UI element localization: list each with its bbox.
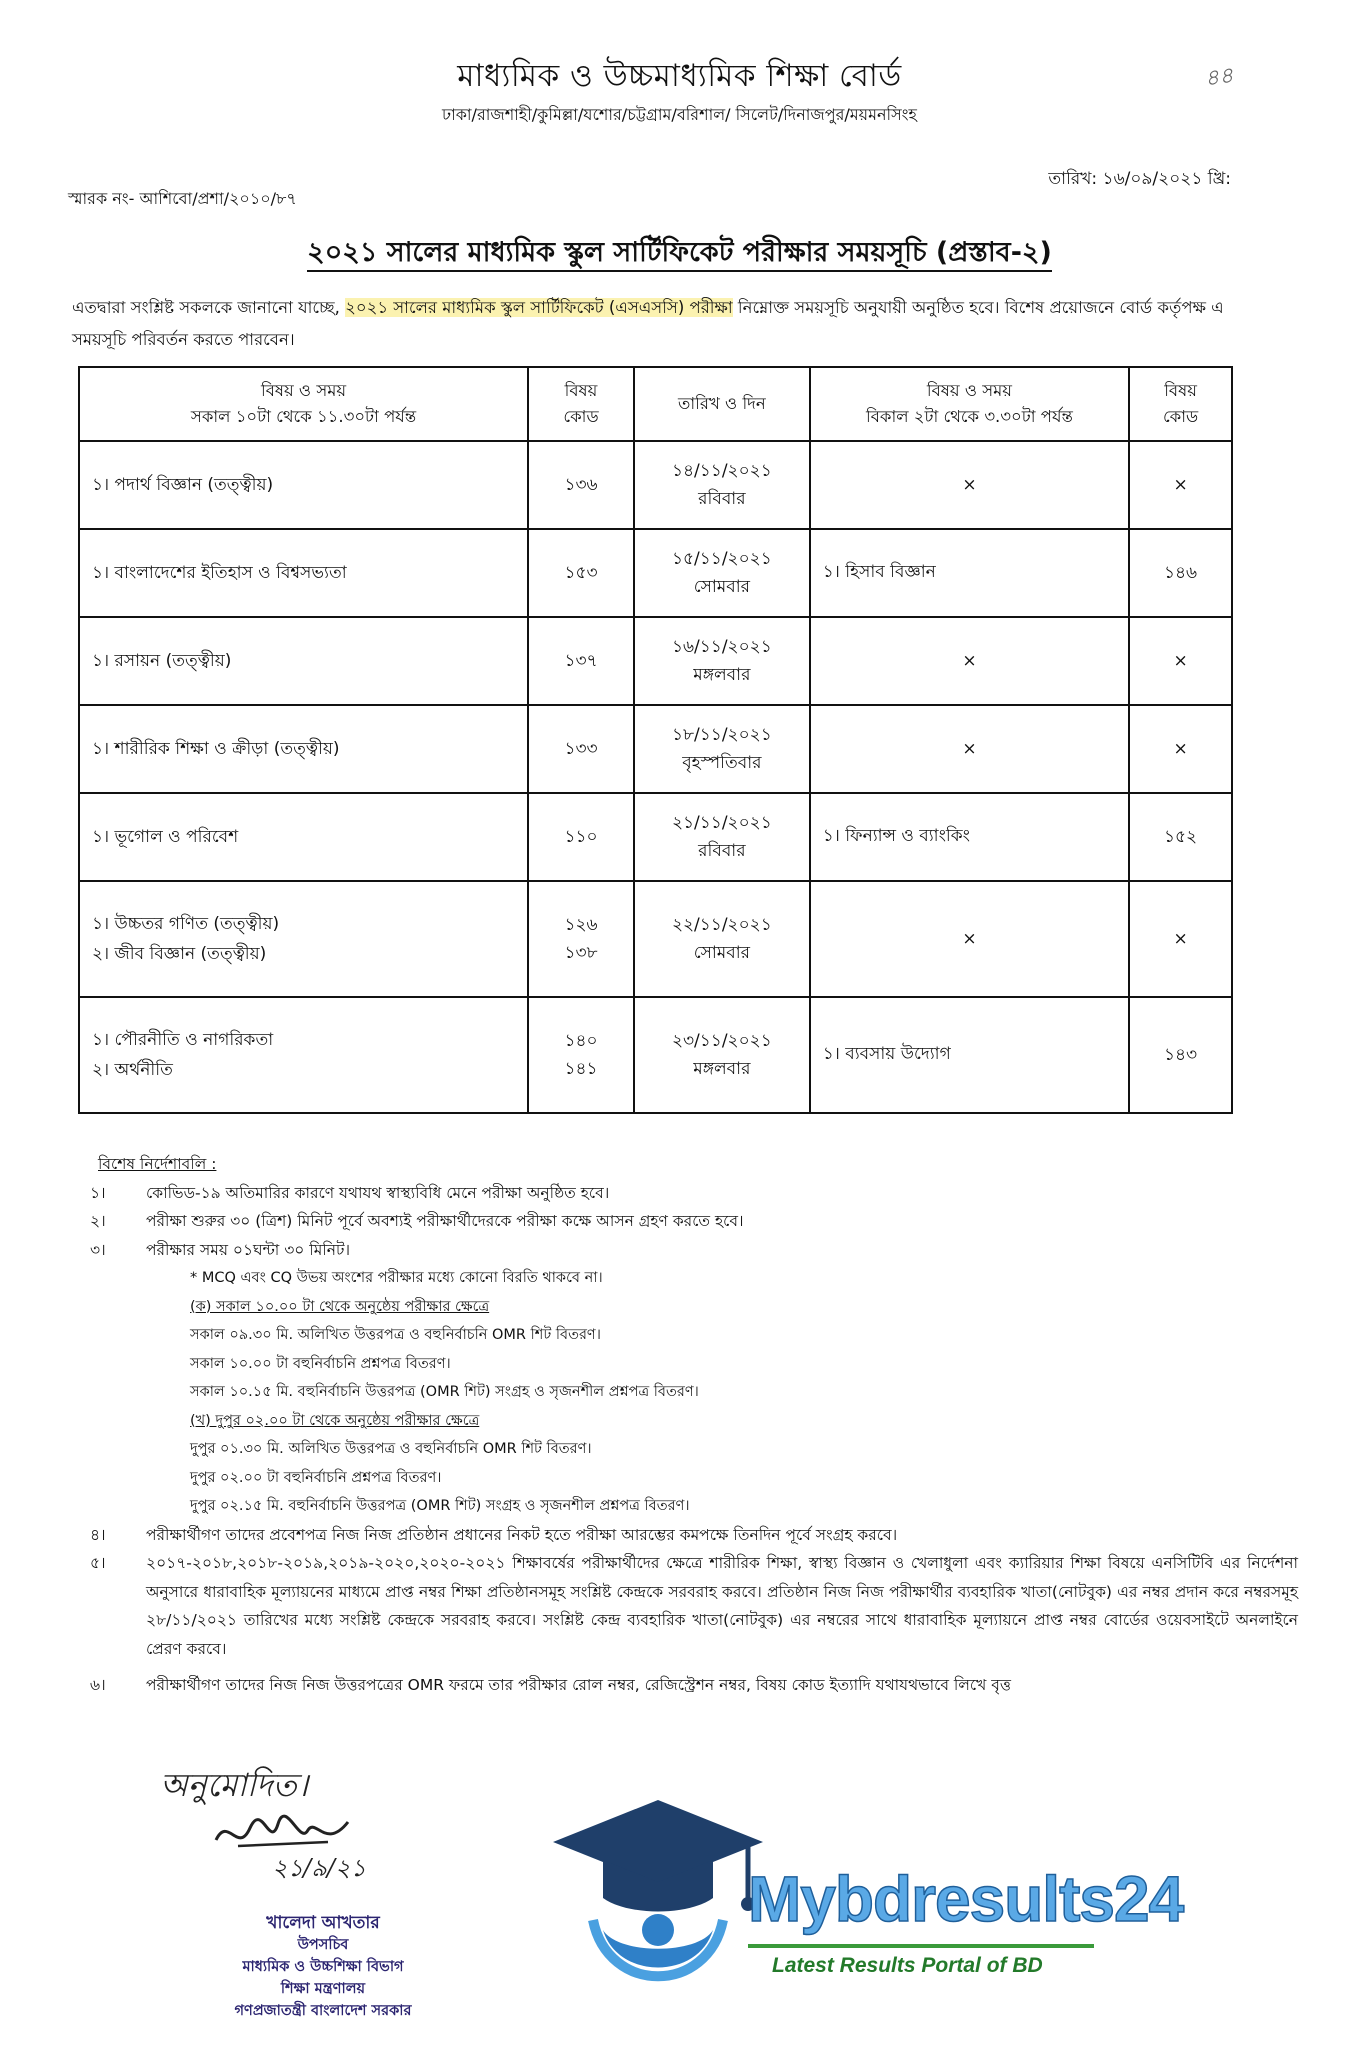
pm-subject-cell: × — [810, 881, 1129, 997]
instruction-text: ২০১৭-২০১৮,২০১৮-২০১৯,২০১৯-২০২০,২০২০-২০২১ শিক্ষাবর্ষের পরীক্ষার্থীদের ক্ষেত্রে শারীরিক শিক্ষা, স্বাস্থ্য বিজ্ঞান ও খেলাধুলা এবং ক্যারিয়ার শিক্ষা বিষয়ে এনসিটিবি এর নির্দেশনা অনুসারে ধারাবাহিক মূল্যায়নের মাধ্যমে প্রাপ্ত নম্বর শিক্ষা প্রতিষ্ঠানসমূহ সংশ্লিষ্ট কেন্দ্রকে সরবরাহ করবে। প্রতিষ্ঠান নিজ নিজ পরীক্ষার্থীর ব্যবহারিক খাতা(নোটবুক) এর নম্বর প্রদান করে নম্বরসমূহ ২৮/১১/২০২১ তারিখের মধ্যে সংশ্লিষ্ট কেন্দ্রকে সরবরাহ করবে। সংশ্লিষ্ট কেন্দ্র ব্যবহারিক খাতা(নোটবুক) এর নম্বরের সাথে ধারাবাহিক মূল্যায়নে প্রাপ্ত নম্বর বোর্ডের ওয়েবসাইটে অনলাইনে প্রেরণ করবে। — [146, 1554, 1298, 1658]
table-row — [79, 793, 1232, 881]
subject-code: ১১০ — [564, 827, 598, 847]
instruction-subline: দুপুর ০২.১৫ মি. বহুনির্বাচনি উত্তরপত্র (OMR শিট) সংগ্রহ ও সৃজনশীল প্রশ্নপত্র বিতরণ। — [190, 1498, 690, 1514]
pm-code-cell: × — [1129, 705, 1232, 793]
date-cell — [634, 441, 810, 529]
instruction-subline: সকাল ১০.০০ টা বহুনির্বাচনি প্রশ্নপত্র বিতরণ। — [190, 1355, 451, 1372]
memo-number: স্মারক নং- আশিবো/প্রশা/২০১০/৮৭ — [68, 189, 297, 208]
instruction-item — [90, 1236, 1298, 1265]
exam-date: ২২/১১/২০২১ — [671, 915, 772, 935]
am-subject: ১। রসায়ন (তত্ত্বীয়) — [92, 651, 232, 671]
subject-code: ১৪০ — [564, 1031, 598, 1051]
subject-code: ১২৬ — [564, 915, 598, 935]
subject-code: ১৩৩ — [564, 739, 598, 759]
graduation-cap-icon — [548, 1780, 768, 2000]
am-subject-cell — [79, 705, 528, 793]
pm-code-cell: ১৪৬ — [1129, 529, 1232, 617]
issue-date: তারিখ: ১৬/০৯/২০২১ খ্রি: — [1048, 169, 1231, 189]
subject-code: ১৩৬ — [564, 475, 598, 495]
page-number-mark: ৪৪ — [1203, 63, 1236, 92]
board-name: মাধ্যমিক ও উচ্চমাধ্যমিক শিক্ষা বোর্ড — [457, 58, 902, 94]
header-code-line1: বিষয় — [564, 381, 598, 400]
seal-ministry: শিক্ষা মন্ত্রণালয় — [280, 1981, 366, 1997]
am-subject: ১। শারীরিক শিক্ষা ও ক্রীড়া (তত্ত্বীয়) — [92, 739, 340, 759]
pm-code-cell: × — [1129, 441, 1232, 529]
exam-date: ১৮/১১/২০২১ — [671, 725, 772, 745]
exam-day: মঙ্গলবার — [693, 1059, 751, 1079]
instruction-number: ৩। — [90, 1240, 106, 1259]
pm-code-cell: × — [1129, 881, 1232, 997]
am-subject: ১। উচ্চতর গণিত (তত্ত্বীয়) — [92, 914, 280, 934]
pm-subject-cell: ১। ফিন্যান্স ও ব্যাংকিং — [810, 793, 1129, 881]
instruction-item — [90, 1549, 1298, 1663]
am-subject-cell — [79, 793, 528, 881]
am-subject-cell — [79, 529, 528, 617]
am-subject-cell — [79, 441, 528, 529]
subject-code: ১৩৮ — [564, 943, 598, 963]
exam-day: মঙ্গলবার — [693, 665, 751, 685]
am-subject-cell — [79, 997, 528, 1113]
instruction-text: পরীক্ষা শুরুর ৩০ (ত্রিশ) মিনিট পূর্বে অবশ্যই পরীক্ষার্থীদেরকে পরীক্ষা কক্ষে আসন গ্রহণ করতে হবে। — [146, 1212, 744, 1230]
am-subject: ১। বাংলাদেশের ইতিহাস ও বিশ্বসভ্যতা — [92, 563, 347, 583]
date-cell — [634, 793, 810, 881]
exam-date: ১৬/১১/২০২১ — [671, 637, 772, 657]
instruction-number: ৪। — [90, 1525, 106, 1544]
seal-government: গণপ্রজাতন্ত্রী বাংলাদেশ সরকার — [234, 2003, 412, 2019]
header-am-subject-label: বিষয় ও সময় — [260, 381, 347, 400]
header-code — [528, 367, 634, 441]
header-am-subject — [79, 367, 528, 441]
header-pm-code — [1129, 367, 1232, 441]
exam-date: ১৫/১১/২০২১ — [671, 549, 772, 569]
instruction-number: ৬। — [90, 1676, 106, 1694]
instruction-item — [90, 1671, 1298, 1700]
pm-subject-cell: × — [810, 705, 1129, 793]
header-code-line2: কোড — [563, 407, 599, 426]
intro-part-2: নিম্নোক্ত সময়সূচি অনুযায়ী অনুষ্ঠিত হবে। বিশেষ প্রয়োজনে বোর্ড কর্তৃপক্ষ এ সময়সূচি পরিবর্তন করতে পারবেন। — [72, 298, 1224, 349]
table-row — [79, 441, 1232, 529]
am-subject-cell — [79, 881, 528, 997]
table-row — [79, 617, 1232, 705]
exam-day: রবিবার — [698, 841, 746, 861]
instruction-item — [90, 1207, 1298, 1236]
am-subject-cell — [79, 617, 528, 705]
date-cell — [634, 705, 810, 793]
instruction-item — [90, 1521, 1298, 1550]
date-cell — [634, 881, 810, 997]
table-row — [79, 529, 1232, 617]
seal-name: খালেদা আখতার — [266, 1913, 380, 1933]
approved-handwritten: অনুমোদিত। — [160, 1766, 309, 1804]
header-am-time: সকাল ১০টা থেকে ১১.৩০টা পর্যন্ত — [190, 407, 417, 426]
header-date: তারিখ ও দিন — [634, 367, 810, 441]
pm-code-cell: × — [1129, 617, 1232, 705]
date-cell — [634, 997, 810, 1113]
subject-code: ১৪১ — [564, 1059, 598, 1079]
code-cell — [528, 997, 634, 1113]
instruction-text: কোভিড-১৯ অতিমারির কারণে যথাযথ স্বাস্থ্যবিধি মেনে পরীক্ষা অনুষ্ঠিত হবে। — [146, 1183, 610, 1202]
morning-session-heading: (ক) সকাল ১০.০০ টা থেকে অনুষ্ঠেয় পরীক্ষার ক্ষেত্রে — [190, 1298, 490, 1315]
am-subject: ১। পদার্থ বিজ্ঞান (তত্ত্বীয়) — [92, 475, 274, 495]
instruction-subline — [98, 1293, 1298, 1322]
date-cell — [634, 617, 810, 705]
code-cell — [528, 793, 634, 881]
header-pm-subject-label: বিষয় ও সময় — [926, 381, 1013, 400]
logo-wordmark: Mybdresults24 — [748, 1863, 1184, 1935]
page-title-text: ২০২১ সালের মাধ্যমিক স্কুল সার্টিফিকেট পরীক্ষার সময়সূচি (প্রস্তাব-২) — [307, 237, 1052, 272]
intro-part-1: এতদ্বারা সংশ্লিষ্ট সকলকে জানানো যাচ্ছে, — [72, 298, 346, 317]
code-cell — [528, 705, 634, 793]
instruction-number: ৫। — [90, 1554, 106, 1572]
am-subject: ২। অর্থনীতি — [92, 1060, 173, 1080]
instruction-subline: সকাল ১০.১৫ মি. বহুনির্বাচনি উত্তরপত্র (OMR শিট) সংগ্রহ ও সৃজনশীল প্রশ্নপত্র বিতরণ। — [190, 1384, 699, 1400]
code-cell — [528, 881, 634, 997]
header-pm-subject — [810, 367, 1129, 441]
seal-department: মাধ্যমিক ও উচ্চশিক্ষা বিভাগ — [242, 1959, 404, 1975]
table-header-row — [79, 367, 1232, 441]
subject-code: ১৫৩ — [564, 563, 598, 583]
instruction-text: পরীক্ষার সময় ০১ঘন্টা ৩০ মিনিট। — [146, 1240, 351, 1259]
table-row — [79, 881, 1232, 997]
pm-subject-cell: ১। হিসাব বিজ্ঞান — [810, 529, 1129, 617]
schedule-table — [78, 366, 1233, 1114]
code-cell — [528, 441, 634, 529]
exam-date: ১৪/১১/২০২১ — [671, 461, 772, 481]
board-cities: ঢাকা/রাজশাহী/কুমিল্লা/যশোর/চট্টগ্রাম/বরিশাল/ সিলেট/দিনাজপুর/ময়মনসিংহ — [442, 105, 917, 124]
am-subject: ১। ভূগোল ও পরিবেশ — [92, 827, 239, 847]
pm-code-cell: ১৪৩ — [1129, 997, 1232, 1113]
header-pm-code-line1: বিষয় — [1164, 381, 1197, 400]
instruction-subline: দুপুর ০২.০০ টা বহুনির্বাচনি প্রশ্নপত্র বিতরণ। — [190, 1469, 442, 1486]
instruction-subline: * MCQ এবং CQ উভয় অংশের পরীক্ষার মধ্যে কোনো বিরতি থাকবে না। — [190, 1270, 603, 1286]
instruction-text: পরীক্ষার্থীগণ তাদের প্রবেশপত্র নিজ নিজ প্রতিষ্ঠান প্রধানের নিকট হতে পরীক্ষা আরম্ভের কমপক্ষে তিনদিন পূর্বে সংগ্রহ করবে। — [146, 1525, 898, 1544]
exam-day: সোমবার — [693, 577, 750, 597]
header-pm-time: বিকাল ২টা থেকে ৩.৩০টা পর্যন্ত — [866, 407, 1073, 426]
instruction-number: ২। — [90, 1212, 106, 1230]
pm-code-cell: ১৫২ — [1129, 793, 1232, 881]
code-cell — [528, 617, 634, 705]
instruction-number: ১। — [90, 1183, 106, 1202]
instruction-subline — [98, 1407, 1298, 1436]
code-cell — [528, 529, 634, 617]
pm-subject-cell: × — [810, 617, 1129, 705]
exam-day: বৃহস্পতিবার — [682, 753, 762, 773]
seal-title: উপসচিব — [297, 1937, 349, 1953]
exam-day: সোমবার — [693, 943, 750, 963]
subject-code: ১৩৭ — [564, 651, 598, 671]
exam-date: ২১/১১/২০২১ — [671, 813, 772, 833]
logo-tagline: Latest Results Portal of BD — [772, 1954, 1043, 1977]
instruction-text: পরীক্ষার্থীগণ তাদের নিজ নিজ উত্তরপত্রের OMR ফরমে তার পরীক্ষার রোল নম্বর, রেজিস্ট্রেশন নম্বর, বিষয় কোড ইত্যাদি যথাযথভাবে লিখে বৃত্ত — [146, 1676, 1011, 1694]
instruction-subline: সকাল ০৯.৩০ মি. অলিখিত উত্তরপত্র ও বহুনির্বাচনি OMR শিট বিতরণ। — [190, 1327, 601, 1343]
exam-day: রবিবার — [698, 489, 746, 509]
pm-subject-cell: × — [810, 441, 1129, 529]
official-seal — [208, 1912, 438, 2022]
instructions-heading: বিশেষ নির্দেশাবলি : — [98, 1155, 217, 1173]
logo-underline — [748, 1944, 1094, 1948]
page-title — [0, 232, 1359, 277]
signature-date: ২১/৯/২১ — [272, 1854, 367, 1882]
table-row — [79, 705, 1232, 793]
special-instructions — [90, 1150, 1298, 1700]
instruction-item — [90, 1179, 1298, 1208]
intro-paragraph — [72, 292, 1282, 356]
intro-highlight: ২০২১ সালের মাধ্যমিক স্কুল সার্টিফিকেট (এসএসসি) পরীক্ষা — [345, 298, 733, 317]
exam-date: ২৩/১১/২০২১ — [671, 1031, 772, 1051]
pm-subject-cell: ১। ব্যবসায় উদ্যোগ — [810, 997, 1129, 1113]
header-pm-code-line2: কোড — [1162, 407, 1199, 426]
am-subject: ১। পৌরনীতি ও নাগরিকতা — [92, 1030, 274, 1050]
table-row — [79, 997, 1232, 1113]
date-cell — [634, 529, 810, 617]
watermark-logo — [548, 1780, 768, 2004]
instruction-subline: দুপুর ০১.৩০ মি. অলিখিত উত্তরপত্র ও বহুনির্বাচনি OMR শিট বিতরণ। — [190, 1441, 592, 1457]
am-subject: ২। জীব বিজ্ঞান (তত্ত্বীয়) — [92, 944, 267, 964]
afternoon-session-heading: (খ) দুপুর ০২.০০ টা থেকে অনুষ্ঠেয় পরীক্ষার ক্ষেত্রে — [190, 1412, 480, 1429]
